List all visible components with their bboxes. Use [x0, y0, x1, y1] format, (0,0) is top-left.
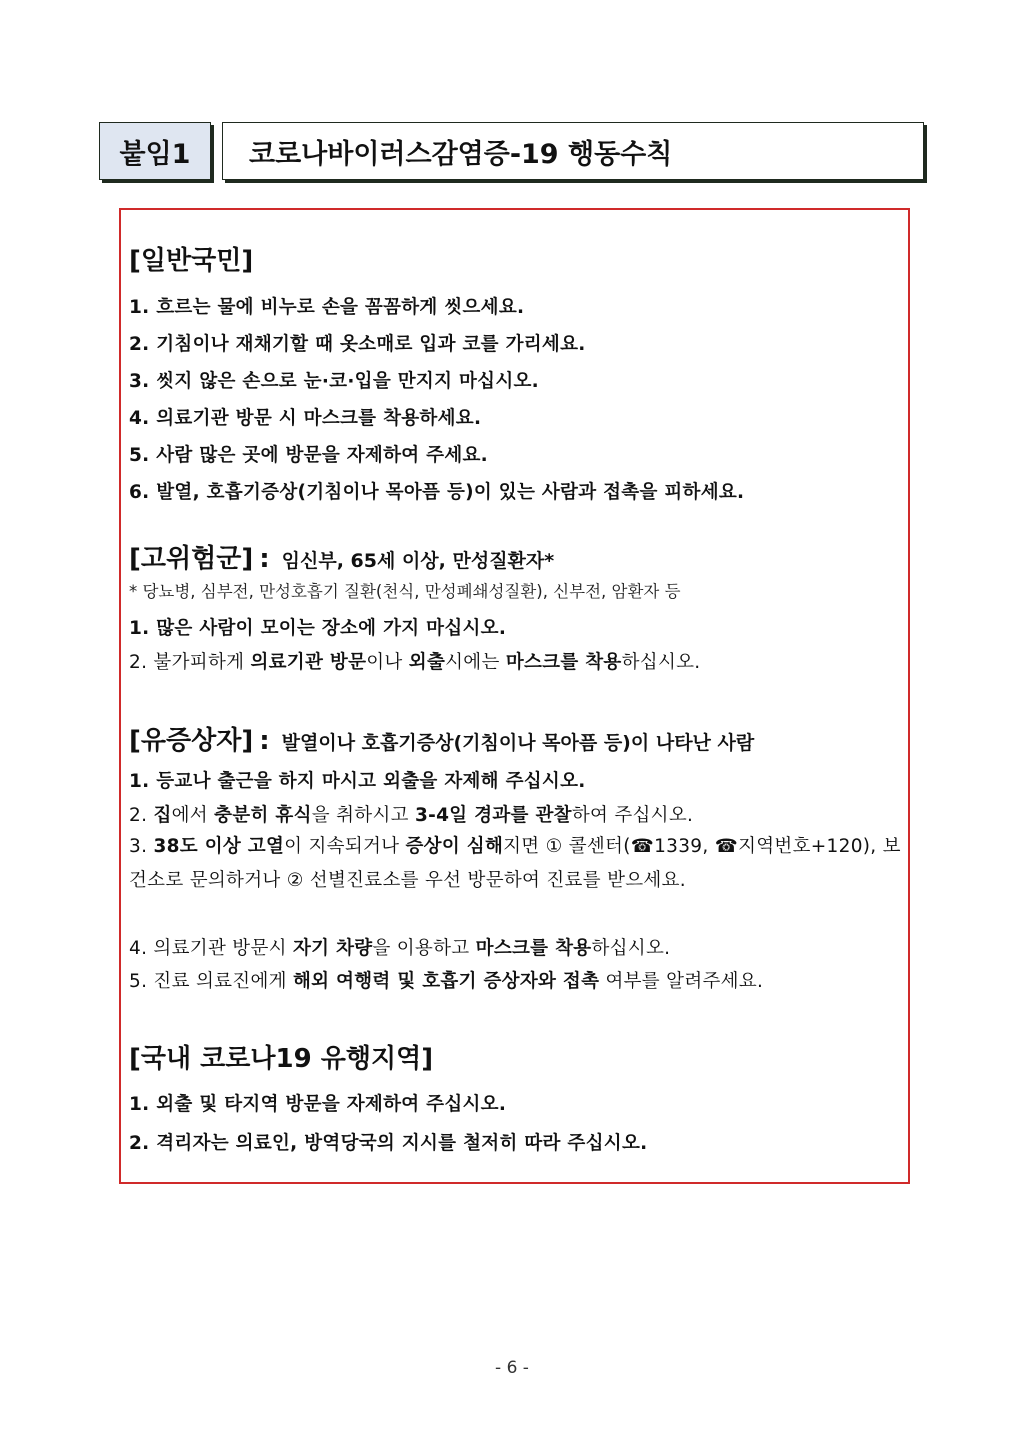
emphasis: 집	[153, 805, 172, 826]
text: 하십시오.	[591, 938, 671, 959]
list-item: 1. 외출 및 타지역 방문을 자제하여 주십시오.	[129, 1094, 507, 1115]
list-item: 1. 많은 사람이 모이는 장소에 가지 마십시오.	[129, 618, 507, 639]
text: 4. 의료기관 방문시	[129, 938, 293, 959]
list-item: 6. 발열, 호흡기증상(기침이나 목아픔 등)이 있는 사람과 접촉을 피하세요.	[129, 482, 745, 503]
text: 3.	[129, 836, 154, 857]
text: 을 취하시고	[311, 805, 415, 826]
emphasis: 마스크를 착용	[475, 938, 592, 959]
emphasis: 외출	[408, 652, 446, 673]
emphasis: 38도 이상 고열	[153, 836, 285, 857]
text: 에서	[171, 805, 215, 826]
list-item: 2. 격리자는 의료인, 방역당국의 지시를 철저히 따라 주십시오.	[129, 1133, 648, 1154]
text: 이나	[366, 652, 409, 673]
section-title-highrisk	[129, 538, 554, 575]
text: 여부를 알려주세요.	[599, 971, 764, 992]
emphasis: 자기 차량	[293, 938, 373, 959]
colon: :	[259, 544, 270, 574]
list-item	[129, 801, 693, 827]
footnote: * 당뇨병, 심부전, 만성호흡기 질환(천식, 만성폐쇄성질환), 신부전, 암환자 등	[129, 582, 681, 601]
text: 을 이용하고	[372, 938, 476, 959]
text: 시에는	[445, 652, 506, 673]
page-number: - 6 -	[495, 1358, 529, 1378]
list-item	[129, 967, 763, 993]
list-item: 1. 흐르는 물에 비누로 손을 꼼꼼하게 씻으세요.	[129, 297, 525, 318]
colon: :	[259, 726, 270, 756]
section-title-region: [국내 코로나19 유행지역]	[129, 1044, 434, 1074]
text: 2. 불가피하게	[129, 652, 251, 673]
section-description: 임신부, 65세 이상, 만성질환자*	[281, 550, 555, 572]
text: 하십시오.	[621, 652, 701, 673]
emphasis: 3-4일 경과를 관찰	[414, 805, 572, 826]
list-item	[129, 934, 670, 960]
section-title-general: [일반국민]	[129, 246, 254, 276]
list-item	[129, 830, 901, 898]
emphasis: 마스크를 착용	[505, 652, 622, 673]
list-item: 5. 사람 많은 곳에 방문을 자제하여 주세요.	[129, 445, 489, 466]
emphasis: 충분히 휴식	[214, 805, 312, 826]
list-item: 1. 등교나 출근을 하지 마시고 외출을 자제해 주십시오.	[129, 771, 586, 792]
list-item: 3. 씻지 않은 손으로 눈·코·입을 만지지 마십시오.	[129, 371, 540, 392]
section-label: [유증상자]	[129, 726, 254, 756]
section-description: 발열이나 호흡기증상(기침이나 목아픔 등)이 나타난 사람	[281, 732, 755, 754]
section-title-symptomatic	[129, 720, 754, 757]
emphasis: 의료기관 방문	[250, 652, 367, 673]
page-title: 코로나바이러스감염증-19 행동수칙	[222, 122, 924, 180]
section-label: [고위험군]	[129, 544, 254, 574]
list-item	[129, 648, 700, 674]
attachment-tag: 붙임1	[99, 122, 211, 180]
list-item: 2. 기침이나 재채기할 때 옷소매로 입과 코를 가리세요.	[129, 334, 586, 355]
text: 지면 ① 콜센터(☎1339, ☎지역번호+120), 보건소로 문의하거나 ② 선별진료소를 우선 방문하여 진료를 받으세요.	[129, 836, 901, 891]
text: 2.	[129, 805, 154, 826]
text: 하여 주십시오.	[571, 805, 694, 826]
text: 5. 진료 의료진에게	[129, 971, 293, 992]
emphasis: 해외 여행력 및 호흡기 증상자와 접촉	[293, 971, 600, 992]
list-item: 4. 의료기관 방문 시 마스크를 착용하세요.	[129, 408, 482, 429]
text: 이 지속되거나	[284, 836, 406, 857]
emphasis: 증상이 심해	[405, 836, 504, 857]
